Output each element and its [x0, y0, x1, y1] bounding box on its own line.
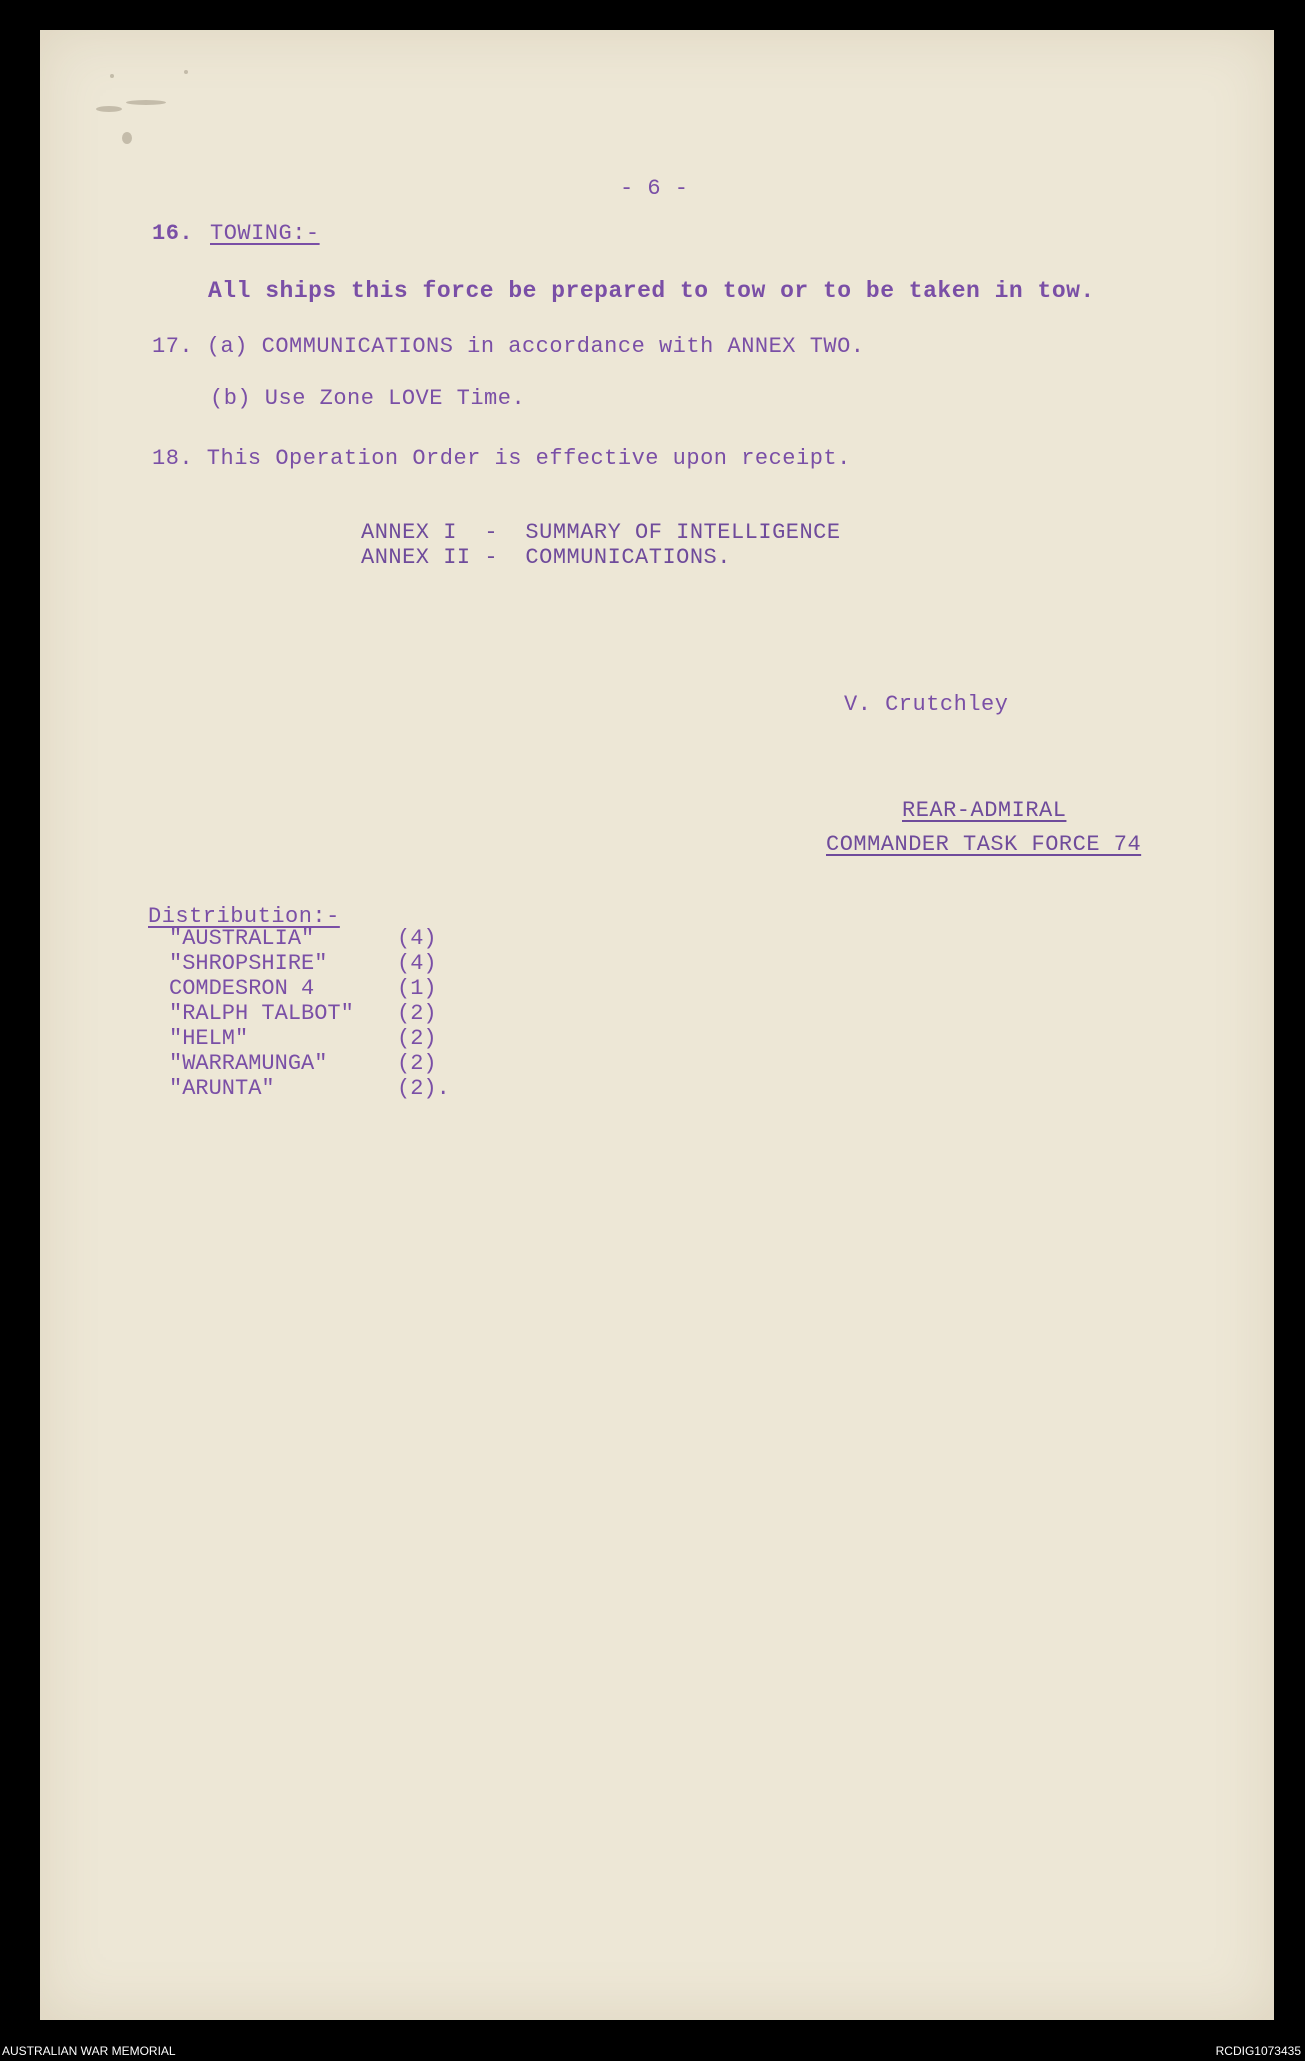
paragraph-17b: (b) Use Zone LOVE Time. — [210, 386, 526, 411]
distribution-ship: COMDESRON 4 — [169, 976, 315, 1001]
distribution-copies: (2). — [397, 1076, 450, 1101]
distribution-copies: (2) — [397, 1051, 437, 1076]
paper-mark — [110, 74, 114, 78]
distribution-ship: "WARRAMUNGA" — [169, 1051, 328, 1076]
footer-credit: AUSTRALIAN WAR MEMORIAL — [2, 2044, 176, 2058]
page-number: - 6 - — [620, 176, 689, 201]
distribution-ship: "RALPH TALBOT" — [169, 1001, 354, 1026]
distribution-ship: "ARUNTA" — [169, 1076, 275, 1101]
signature-name: V. Crutchley — [844, 692, 1009, 717]
paragraph-17a: 17. (a) COMMUNICATIONS in accordance with ANNEX TWO. — [152, 334, 865, 359]
distribution-copies: (1) — [397, 976, 437, 1001]
distribution-copies: (2) — [397, 1026, 437, 1051]
paragraph-16-heading: TOWING:- — [210, 221, 320, 246]
paper-mark — [96, 106, 122, 112]
signature-rank: REAR-ADMIRAL — [902, 798, 1067, 823]
distribution-copies: (2) — [397, 1001, 437, 1026]
footer-id: RCDIG1073435 — [1215, 2044, 1301, 2058]
paragraph-16-number: 16. — [152, 221, 194, 246]
distribution-copies: (4) — [397, 926, 437, 951]
distribution-ship: "HELM" — [169, 1026, 249, 1051]
distribution-copies: (4) — [397, 951, 437, 976]
paragraph-16-text: All ships this force be prepared to tow or to be taken in tow. — [208, 278, 1095, 304]
distribution-ship: "SHROPSHIRE" — [169, 951, 328, 976]
paper-mark — [184, 70, 188, 74]
paragraph-18: 18. This Operation Order is effective upon receipt. — [152, 446, 851, 471]
paper-mark — [122, 132, 132, 144]
signature-title: COMMANDER TASK FORCE 74 — [826, 832, 1142, 857]
annex-line-1: ANNEX I - SUMMARY OF INTELLIGENCE — [361, 520, 841, 545]
annex-line-2: ANNEX II - COMMUNICATIONS. — [361, 545, 731, 570]
distribution-ship: "AUSTRALIA" — [169, 926, 315, 951]
paper-mark — [126, 100, 166, 105]
distribution-heading: Distribution:- — [148, 904, 340, 929]
